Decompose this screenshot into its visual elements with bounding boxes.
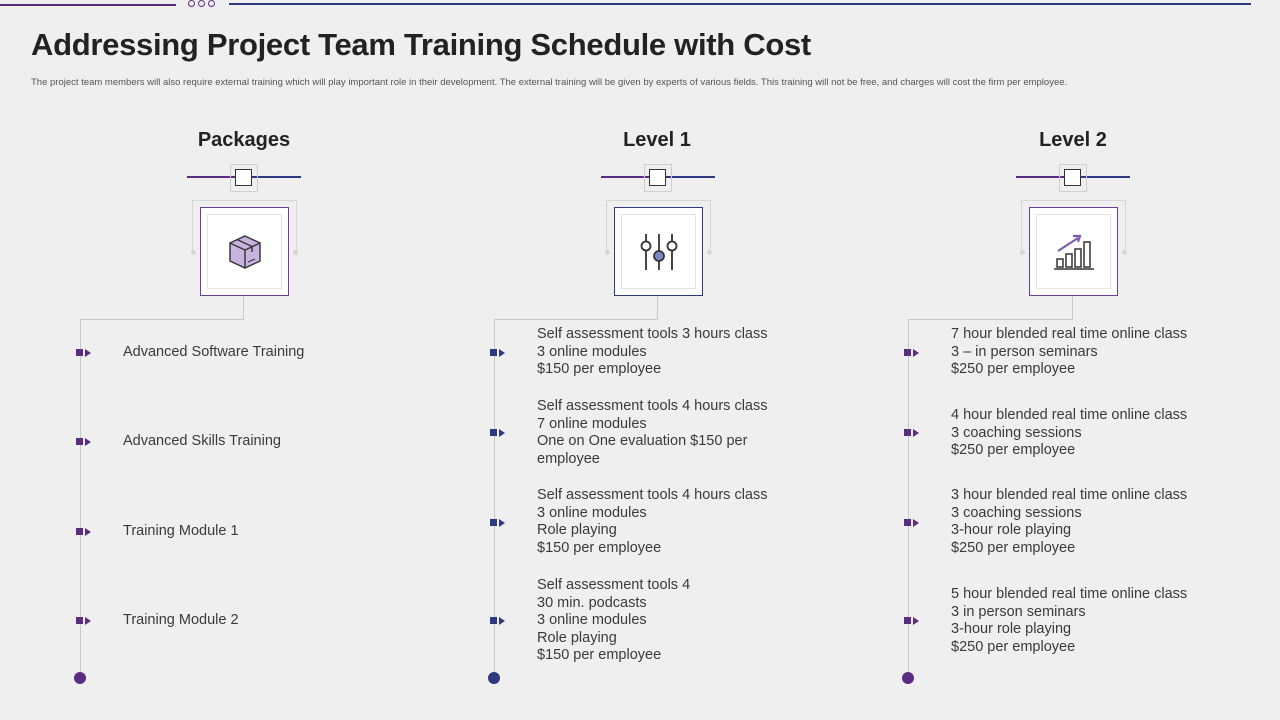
bullet-arrow-icon	[904, 348, 924, 358]
bullet-arrow-icon	[904, 616, 924, 626]
level-2-item-1: 7 hour blended real time online class 3 – in person seminars $250 per employee	[951, 326, 1188, 378]
bracket-dot	[1122, 250, 1127, 255]
connector-square	[235, 169, 252, 186]
stem	[657, 296, 658, 320]
bullet-arrow-icon	[904, 428, 924, 438]
connector-square	[649, 169, 666, 186]
bullet-arrow-icon	[904, 518, 924, 528]
level-1-icon-box	[614, 207, 703, 296]
top-rule-right	[229, 3, 1251, 5]
branch	[80, 319, 244, 320]
column-heading-packages: Packages	[197, 129, 291, 151]
packages-item-3: Training Module 1	[123, 523, 239, 539]
level-2-item-3: 3 hour blended real time online class 3 coaching sessions 3-hour role playing $250 per employee	[951, 487, 1188, 556]
bullet-arrow-icon	[490, 518, 510, 528]
bracket-dot	[605, 250, 610, 255]
sliders-icon	[638, 231, 680, 273]
branch	[908, 319, 1073, 320]
top-rule-left	[0, 4, 176, 6]
packages-icon-box	[200, 207, 289, 296]
package-box-icon	[225, 232, 265, 272]
connector-square	[1064, 169, 1081, 186]
level-2-item-4: 5 hour blended real time online class 3 in person seminars 3-hour role playing $250 per employee	[951, 586, 1188, 655]
level-2-icon-box	[1029, 207, 1118, 296]
packages-item-2: Advanced Skills Training	[123, 433, 281, 449]
column-heading-level-1: Level 1	[623, 129, 691, 151]
growth-chart-icon	[1052, 232, 1096, 272]
bracket-dot	[191, 250, 196, 255]
level-1-item-4: Self assessment tools 4 30 min. podcasts 3 online modules Role playing $150 per employee	[537, 577, 691, 664]
packages-item-1: Advanced Software Training	[123, 344, 305, 360]
column-heading-level-2: Level 2	[1039, 129, 1107, 151]
page-subtitle: The project team members will also require external training which will play important role in their development. The external training will be given by experts of various fields. This training will not be free, and charges will cost the firm per employee.	[31, 77, 1068, 88]
timeline-end-dot	[902, 672, 914, 684]
packages-item-4: Training Module 2	[123, 612, 239, 628]
bullet-arrow-icon	[76, 616, 96, 626]
bullet-arrow-icon	[490, 348, 510, 358]
bracket-dot	[1020, 250, 1025, 255]
level-2-item-2: 4 hour blended real time online class 3 coaching sessions $250 per employee	[951, 407, 1188, 459]
stem	[1072, 296, 1073, 320]
bullet-arrow-icon	[490, 428, 510, 438]
timeline-end-dot	[74, 672, 86, 684]
bullet-arrow-icon	[76, 437, 96, 447]
stem	[243, 296, 244, 320]
bracket-dot	[707, 250, 712, 255]
timeline-end-dot	[488, 672, 500, 684]
top-dots-decoration	[188, 0, 215, 10]
level-1-item-3: Self assessment tools 4 hours class 3 online modules Role playing $150 per employee	[537, 487, 768, 556]
branch	[494, 319, 658, 320]
bullet-arrow-icon	[76, 527, 96, 537]
bullet-arrow-icon	[76, 348, 96, 358]
level-1-item-2: Self assessment tools 4 hours class 7 online modules One on One evaluation $150 per employee	[537, 398, 768, 467]
bracket-dot	[293, 250, 298, 255]
page-title: Addressing Project Team Training Schedule with Cost	[31, 27, 811, 62]
level-1-item-1: Self assessment tools 3 hours class 3 online modules $150 per employee	[537, 326, 768, 378]
bullet-arrow-icon	[490, 616, 510, 626]
